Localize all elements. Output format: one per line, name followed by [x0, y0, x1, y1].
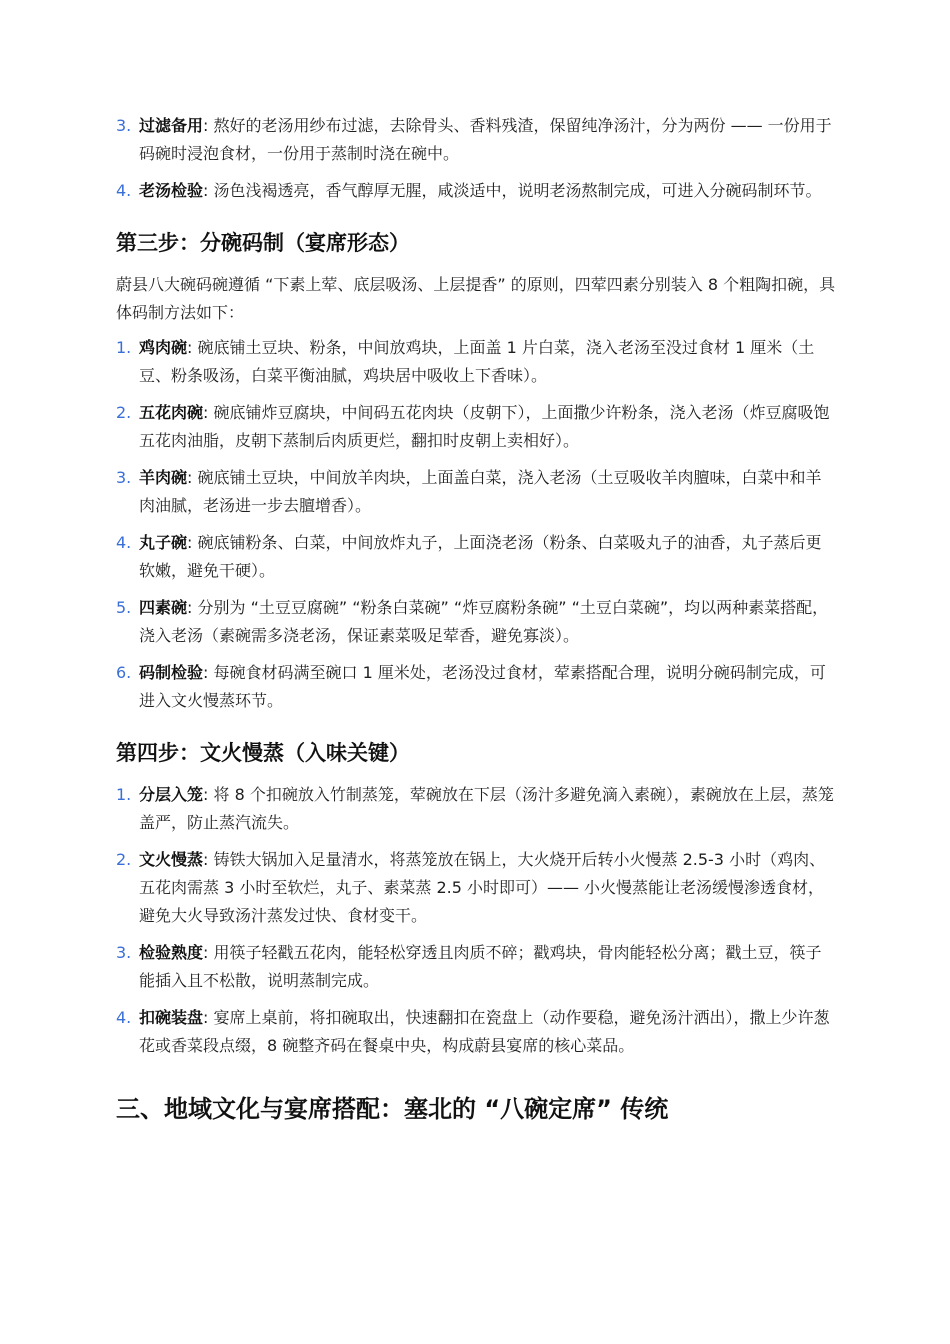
item-text: 碗底铺土豆块，中间放羊肉块，上面盖白菜，浇入老汤（土豆吸收羊肉膻味，白菜中和羊肉油腻，老汤进一步去膻增香）。: [139, 468, 822, 515]
item-separator: :: [187, 598, 198, 617]
list-number: 3.: [116, 468, 132, 487]
item-separator: :: [203, 403, 214, 422]
list-item: [116, 659, 836, 715]
item-text: 用筷子轻戳五花肉，能轻松穿透且肉质不碎；戳鸡块，骨肉能轻松分离；戳土豆，筷子能插入且不松散，说明蒸制完成。: [139, 943, 822, 990]
item-title: 丸子碗: [139, 533, 188, 552]
item-text: 熬好的老汤用纱布过滤，去除骨头、香料残渣，保留纯净汤汁，分为两份 —— 一份用于码碗时浸泡食材，一份用于蒸制时浇在碗中。: [139, 116, 832, 163]
list-number: 2.: [116, 403, 132, 422]
list-item: [116, 1004, 836, 1060]
item-text: 宴席上桌前，将扣碗取出，快速翻扣在瓷盘上（动作要稳，避免汤汁洒出），撒上少许葱花或香菜段点缀，8 碗整齐码在餐桌中央，构成蔚县宴席的核心菜品。: [139, 1008, 830, 1055]
list-number: 6.: [116, 663, 132, 682]
list-number: 4.: [116, 533, 132, 552]
item-separator: :: [203, 116, 214, 135]
section3-heading: 三、地域文化与宴席搭配：塞北的 “八碗定席” 传统: [116, 1095, 669, 1123]
step3-intro: 蔚县八大碗码碗遵循 “下素上荤、底层吸汤、上层提香” 的原则，四荤四素分别装入 8 个粗陶扣碗，具体码制方法如下：: [116, 275, 836, 322]
item-text: 碗底铺土豆块、粉条，中间放鸡块，上面盖 1 片白菜，浇入老汤至没过食材 1 厘米（土豆、粉条吸汤，白菜平衡油腻，鸡块居中吸收上下香味）。: [139, 338, 815, 385]
item-separator: :: [203, 1008, 214, 1027]
item-title: 鸡肉碗: [139, 338, 188, 357]
item-separator: :: [187, 533, 198, 552]
list-item: [116, 334, 836, 390]
item-separator: :: [187, 338, 198, 357]
list-number: 1.: [116, 338, 132, 357]
item-title: 过滤备用: [139, 116, 204, 135]
item-separator: :: [203, 181, 214, 200]
item-title: 检验熟度: [139, 943, 204, 962]
list-number: 1.: [116, 785, 132, 804]
step3-list: [116, 334, 836, 715]
item-text: 碗底铺炸豆腐块，中间码五花肉块（皮朝下），上面撒少许粉条，浇入老汤（炸豆腐吸饱五花肉油脂，皮朝下蒸制后肉质更烂，翻扣时皮朝上卖相好）。: [139, 403, 830, 450]
list-item: [116, 846, 836, 930]
item-separator: :: [187, 468, 198, 487]
list-number: 2.: [116, 850, 132, 869]
list-number: 3.: [116, 943, 132, 962]
item-separator: :: [203, 850, 214, 869]
item-separator: :: [203, 943, 214, 962]
list-item: [116, 464, 836, 520]
item-text: 将 8 个扣碗放入竹制蒸笼，荤碗放在下层（汤汁多避免滴入素碗），素碗放在上层，蒸笼盖严，防止蒸汽流失。: [139, 785, 834, 832]
list-item: [116, 529, 836, 585]
step3-heading: 第三步：分碗码制（宴席形态）: [116, 231, 410, 255]
item-separator: :: [203, 663, 214, 682]
item-text: 分别为 “土豆豆腐碗” “粉条白菜碗” “炸豆腐粉条碗” “土豆白菜碗”，均以两种素菜搭配，浇入老汤（素碗需多浇老汤，保证素菜吸足荤香，避免寡淡）。: [139, 598, 829, 645]
list-number: 4.: [116, 1008, 132, 1027]
item-text: 每碗食材码满至碗口 1 厘米处，老汤没过食材，荤素搭配合理，说明分碗码制完成，可进入文火慢蒸环节。: [139, 663, 826, 710]
item-title: 老汤检验: [139, 181, 204, 200]
list-number: 3.: [116, 116, 132, 135]
step2-list: [116, 112, 836, 205]
list-number: 5.: [116, 598, 132, 617]
item-title: 羊肉碗: [139, 468, 188, 487]
list-item: [116, 112, 836, 168]
item-separator: :: [203, 785, 214, 804]
list-item: [116, 399, 836, 455]
item-text: 碗底铺粉条、白菜，中间放炸丸子，上面浇老汤（粉条、白菜吸丸子的油香，丸子蒸后更软嫩，避免干硬）。: [139, 533, 822, 580]
list-number: 4.: [116, 181, 132, 200]
item-title: 五花肉碗: [139, 403, 204, 422]
step4-list: [116, 781, 836, 1060]
list-item: [116, 594, 836, 650]
list-item: [116, 177, 836, 205]
document-page: [116, 112, 836, 1128]
step4-heading: 第四步：文火慢蒸（入味关键）: [116, 741, 410, 765]
item-text: 铸铁大锅加入足量清水，将蒸笼放在锅上，大火烧开后转小火慢蒸 2.5-3 小时（鸡肉、五花肉需蒸 3 小时至软烂，丸子、素菜蒸 2.5 小时即可）—— 小火慢蒸能让老汤缓慢渗透食材，避免大火导致汤汁蒸发过快、食材变干。: [139, 850, 826, 925]
list-item: [116, 781, 836, 837]
item-title: 四素碗: [139, 598, 188, 617]
item-title: 分层入笼: [139, 785, 204, 804]
item-title: 码制检验: [139, 663, 204, 682]
item-title: 扣碗装盘: [139, 1008, 204, 1027]
item-text: 汤色浅褐透亮，香气醇厚无腥，咸淡适中，说明老汤熬制完成，可进入分碗码制环节。: [213, 181, 822, 200]
list-item: [116, 939, 836, 995]
item-title: 文火慢蒸: [139, 850, 204, 869]
